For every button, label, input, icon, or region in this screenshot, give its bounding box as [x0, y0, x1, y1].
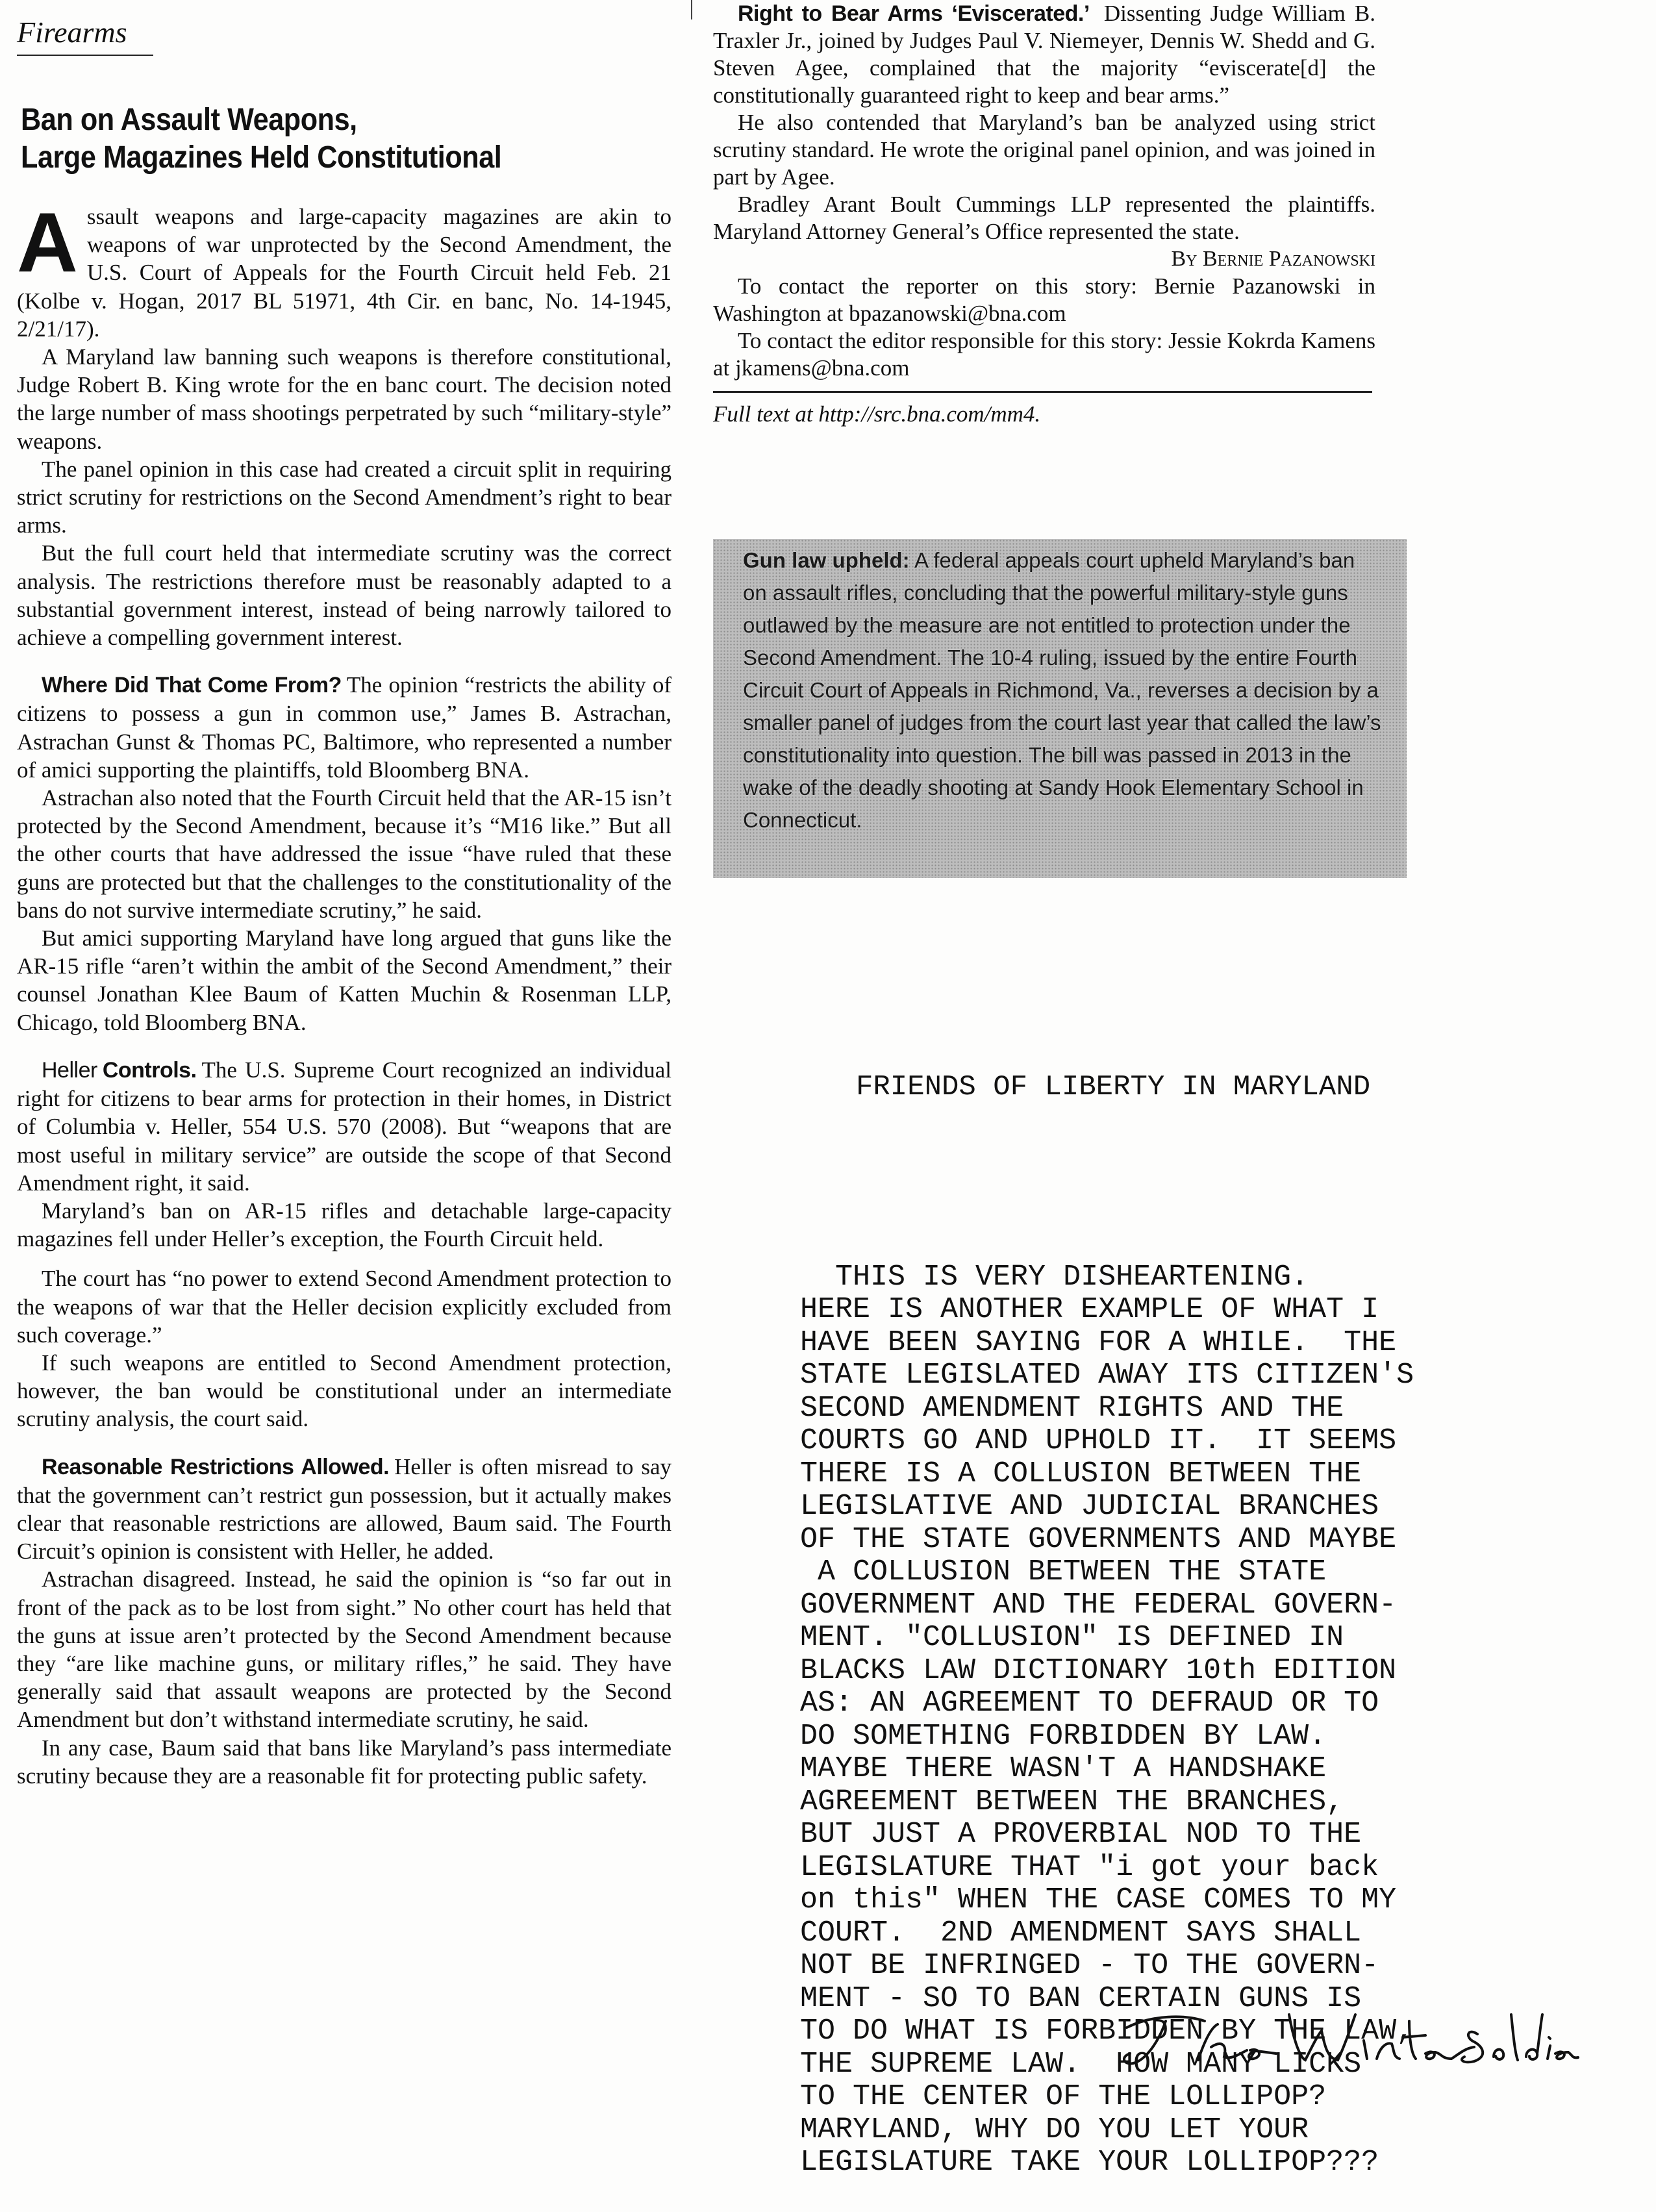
note-line: STATE LEGISLATED AWAY ITS CITIZEN'S	[800, 1359, 1414, 1392]
full-text-link: Full text at http://src.bna.com/mm4.	[713, 401, 1041, 427]
note-line: TO DO WHAT IS FORBIDDEN BY THE LAW,	[800, 2015, 1414, 2048]
section-label: Firearms	[17, 14, 153, 56]
paragraph: Maryland’s ban on AR-15 rifles and detachable large-capacity magazines fell under Heller’s exception, the Fourth Circuit held.	[17, 1198, 671, 1252]
subhead: Reasonable Restrictions Allowed.	[42, 1454, 390, 1479]
note-line: BUT JUST A PROVERBIAL NOD TO THE	[800, 1818, 1362, 1851]
column-divider	[691, 0, 692, 19]
note-line: HAVE BEEN SAYING FOR A WHILE. THE	[800, 1326, 1397, 1359]
paragraph: In any case, Baum said that bans like Maryland’s pass intermediate scrutiny because they are a reasonable fit for protecting public safety.	[17, 1735, 671, 1789]
note-title: FRIENDS OF LIBERTY IN MARYLAND	[856, 1071, 1371, 1103]
note-line: LEGISLATIVE AND JUDICIAL BRANCHES	[800, 1490, 1379, 1523]
paragraph: Astrachan also noted that the Fourth Circuit held that the AR-15 isn’t protected by the Second Amendment, because it’s “M16 like.” But all the other courts that have addressed the issue “have ruled that these guns are protected but that the challenges to the constitutionality of the bans do not survive intermediate scrutiny,” he said.	[17, 785, 671, 923]
paragraph: To contact the editor responsible for this story: Jessie Kokrda Kamens at jkamens@bna.com	[713, 328, 1375, 381]
note-line: THE SUPREME LAW. HOW MANY LICKS	[800, 2047, 1362, 2081]
note-line: GOVERNMENT AND THE FEDERAL GOVERN-	[800, 1588, 1397, 1622]
note-line: MAYBE THERE WASN'T A HANDSHAKE	[800, 1752, 1327, 1785]
drop-cap: A	[17, 195, 78, 290]
paragraph: If such weapons are entitled to Second Amendment protection, however, the ban would be constitutional under an intermediate scrutiny analysis, the court said.	[17, 1350, 671, 1432]
handwritten-signature	[1114, 2002, 1581, 2073]
note-line: AS: AN AGREEMENT TO DEFRAUD OR TO	[800, 1687, 1379, 1720]
note-line: LEGISLATURE TAKE YOUR LOLLIPOP???	[800, 2146, 1379, 2179]
paragraph: But amici supporting Maryland have long argued that guns like the AR-15 rifle “aren’t within the ambit of the Second Amendment,” their counsel Jonathan Klee Baum of Katten Muchin & Rosenman LLP, Chicago, told Bloomberg BNA.	[17, 925, 671, 1035]
note-line: OF THE STATE GOVERNMENTS AND MAYBE	[800, 1522, 1397, 1556]
subhead: Right to Bear Arms ‘Eviscerated.’	[738, 1, 1090, 26]
article-body	[17, 195, 671, 1790]
paragraph: Bradley Arant Boult Cummings LLP represented the plaintiffs. Maryland Attorney General’s Office represented the state.	[713, 192, 1375, 244]
paragraph: To contact the reporter on this story: Bernie Pazanowski in Washington at bpazanowski@bna.com	[713, 273, 1375, 326]
subhead: Where Did That Come From?	[42, 673, 342, 698]
paragraph: He also contended that Maryland’s ban be analyzed using strict scrutiny standard. He wrote the original panel opinion, and was joined in part by Agee.	[713, 110, 1375, 190]
note-line: THIS IS VERY DISHEARTENING.	[800, 1260, 1309, 1294]
note-line: LEGISLATURE THAT "i got your back	[800, 1850, 1379, 1884]
paragraph: Assault weapons and large-capacity magazines are akin to weapons of war unprotected by the Second Amendment, the U.S. Court of Appeals for the Fourth Circuit held Feb. 21 (Kolbe v. Hogan, 2017 BL 51971, 4th Cir. en banc, No. 14-1945, 2/21/17).	[17, 195, 671, 342]
paragraph: The panel opinion in this case had created a circuit split in requiring strict scrutiny for restrictions on the Second Amendment’s right to bear arms.	[17, 456, 671, 538]
article-headline	[21, 101, 607, 177]
divider	[713, 391, 1372, 393]
paragraph: Reasonable Restrictions Allowed. Heller is often misread to say that the government can’t restrict gun possession, but it actually makes clear that reasonable restrictions are allowed, Baum said. The Fourth Circuit’s opinion is consistent with Heller, he added.	[17, 1453, 671, 1565]
paragraph: Where Did That Come From? The opinion “restricts the ability of citizens to possess a gun in common use,” James B. Astrachan, Astrachan Gunst & Thomas PC, Baltimore, who represented a number of amici supporting the plaintiffs, told Bloomberg BNA.	[17, 672, 671, 783]
clipping-text: Gun law upheld: A federal appeals court upheld Maryland’s ban on assault rifles, concluding that the powerful military-style guns outlawed by the measure are not entitled to protection under the Second Amendment. The 10-4 ruling, issued by the entire Fourth Circuit Court of Appeals in Richmond, Va., reverses a decision by a smaller panel of judges from the court last year that called the law’s constitutionality into question. The bill was passed in 2013 in the wake of the deadly shooting at Sandy Hook Elementary School in Connecticut.	[743, 548, 1381, 832]
article-right-column	[713, 0, 1375, 428]
newspaper-clipping	[713, 539, 1407, 878]
paragraph: The court has “no power to extend Second Amendment protection to the weapons of war that the Heller decision explicitly excluded from such coverage.”	[17, 1266, 671, 1348]
note-line: MARYLAND, WHY DO YOU LET YOUR	[800, 2113, 1309, 2146]
note-line: SECOND AMENDMENT RIGHTS AND THE	[800, 1391, 1344, 1425]
paragraph: Right to Bear Arms ‘Eviscerated.’ Dissenting Judge William B. Traxler Jr., joined by Judges Paul V. Niemeyer, Dennis W. Shedd and G. Steven Agee, complained that the majority “eviscerate[d] the constitutionally guaranteed right to keep and bear arms.”	[713, 1, 1375, 108]
headline-line-2: Large Magazines Held Constitutional	[21, 140, 502, 175]
note-line: A COLLUSION BETWEEN THE STATE	[800, 1555, 1327, 1589]
note-line: THERE IS A COLLUSION BETWEEN THE	[800, 1457, 1362, 1490]
note-line: BLACKS LAW DICTIONARY 10th EDITION	[800, 1653, 1397, 1687]
note-line: HERE IS ANOTHER EXAMPLE OF WHAT I	[800, 1293, 1379, 1326]
note-line: on this" WHEN THE CASE COMES TO MY	[800, 1883, 1397, 1917]
clipping-lead: Gun law upheld:	[743, 548, 910, 572]
article-left-column	[17, 14, 671, 1790]
paragraph: A Maryland law banning such weapons is therefore constitutional, Judge Robert B. King wrote for the en banc court. The decision noted the large number of mass shootings perpetrated by such “military-style” weapons.	[17, 344, 671, 454]
note-line: NOT BE INFRINGED - TO THE GOVERN-	[800, 1949, 1379, 1982]
note-line: COURT. 2ND AMENDMENT SAYS SHALL	[800, 1916, 1362, 1950]
byline: By Bernie Pazanowski	[1171, 247, 1375, 271]
subhead: Heller	[42, 1057, 97, 1083]
note-line: COURTS GO AND UPHOLD IT. IT SEEMS	[800, 1424, 1397, 1457]
note-line: DO SOMETHING FORBIDDEN BY LAW.	[800, 1719, 1327, 1753]
note-line: TO THE CENTER OF THE LOLLIPOP?	[800, 2080, 1327, 2113]
note-line: AGREEMENT BETWEEN THE BRANCHES,	[800, 1785, 1344, 1818]
subhead: Controls.	[102, 1057, 197, 1083]
paragraph: Heller Controls. The U.S. Supreme Court recognized an individual right for citizens to bear arms for protection in their homes, in District of Columbia v. Heller, 554 U.S. 570 (2008). But “weapons that are most useful in military service” are outside the scope of that Second Amendment right, it said.	[17, 1057, 671, 1196]
note-line: MENT - SO TO BAN CERTAIN GUNS IS	[800, 1981, 1362, 2015]
note-line: MENT. "COLLUSION" IS DEFINED IN	[800, 1621, 1344, 1654]
paragraph: But the full court held that intermediate scrutiny was the correct analysis. The restrictions therefore must be reasonably adapted to a substantial government interest, instead of being narrowly tailored to achieve a compelling government interest.	[17, 540, 671, 651]
paragraph: Astrachan disagreed. Instead, he said the opinion is “so far out in front of the pack as to be lost from sight.” No other court has held that the guns at issue aren’t protected by the Second Amendment because they “are like machine guns, or military rifles,” he said. They have generally said that assault weapons are protected by the Second Amendment but don’t withstand intermediate scrutiny, he said.	[17, 1566, 671, 1733]
headline-line-1: Ban on Assault Weapons,	[21, 103, 357, 137]
